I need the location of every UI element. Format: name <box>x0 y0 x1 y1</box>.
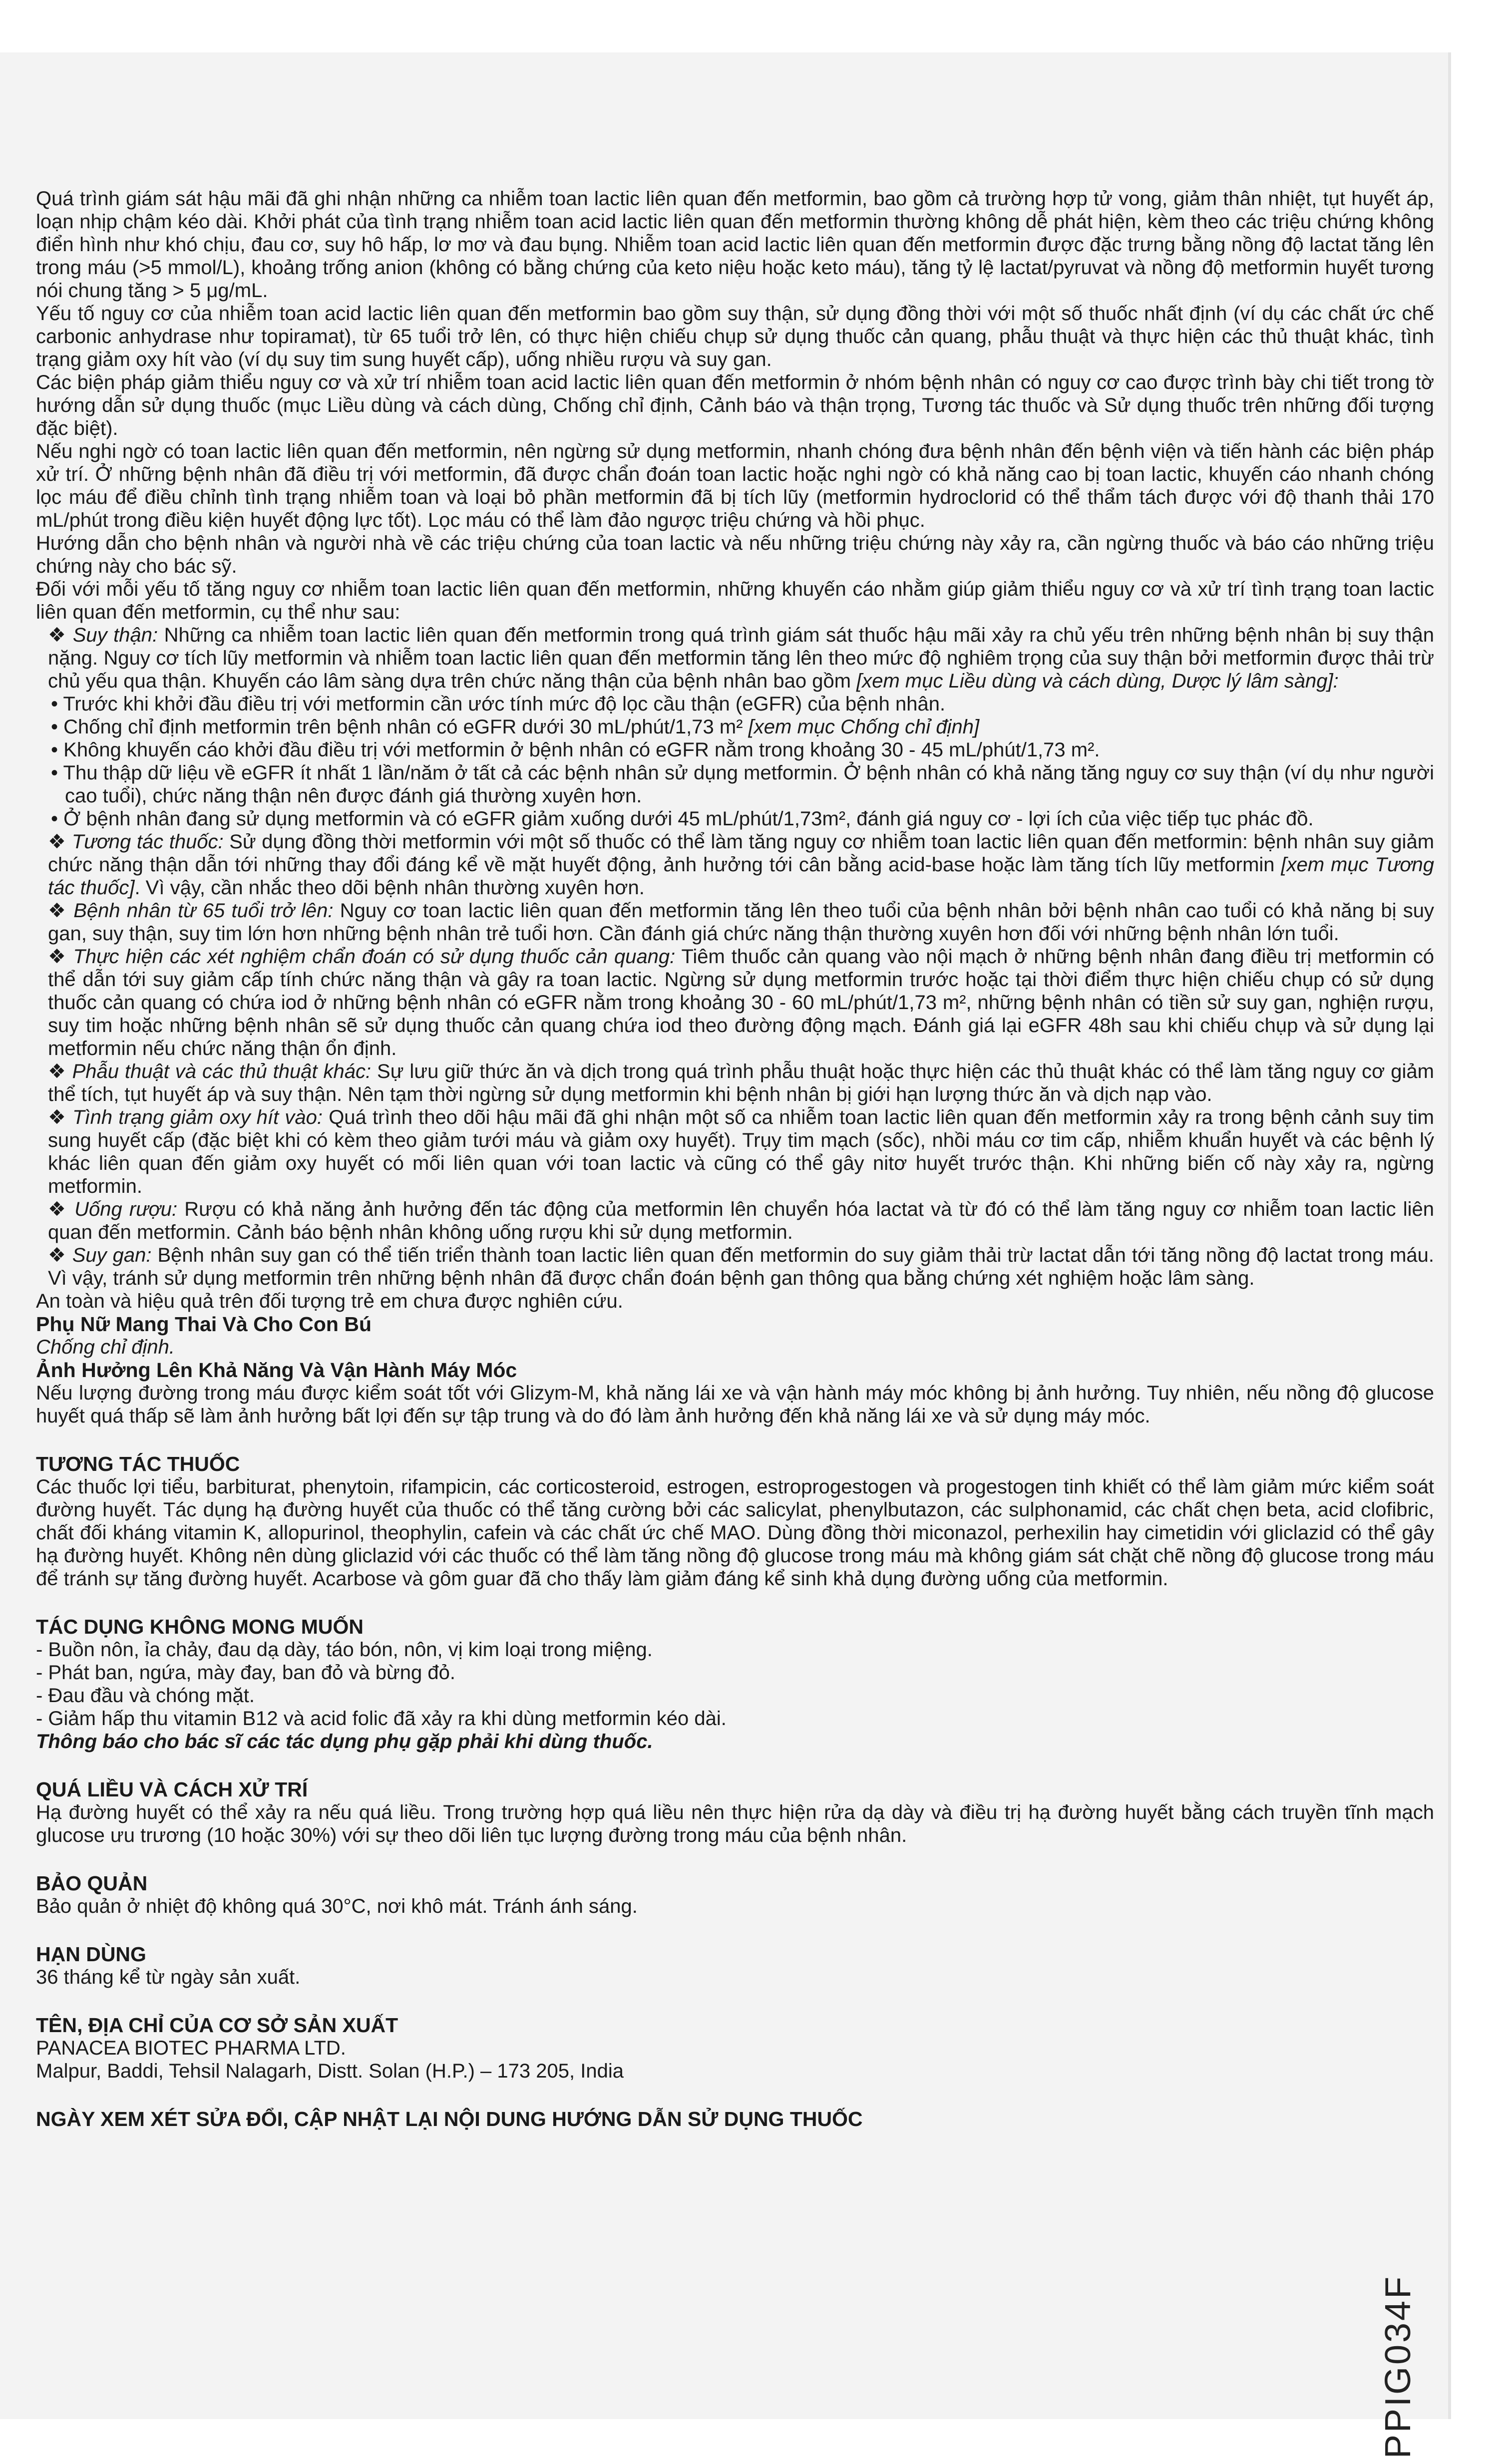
hypoxia-risk-item: ❖ Tình trạng giảm oxy hít vào: Quá trình theo dõi hậu mãi đã ghi nhận một số ca nhiễm toan lactic liên quan đến metformin xảy ra trong bệnh cảnh suy tim sung huyết cấp (đặc biệt khi có kèm theo giảm tưới máu và giảm oxy huyết). Trụy tim mạch (sốc), nhồi máu cơ tim cấp, nhiễm khuẩn huyết và các bệnh lý khác liên quan đến giảm oxy huyết có mối liên quan với toan lactic và cũng có thể gây nitơ huyết trước thận. Khi những biến cố này xảy ra, ngừng metformin. <box>48 1106 1435 1197</box>
side-effect-item: - Buồn nôn, ỉa chảy, đau dạ dày, táo bón, nôn, vị kim loại trong miệng. <box>36 1639 653 1661</box>
alcohol-risk-item: ❖ Uống rượu: Rượu có khả năng ảnh hưởng đến tác động của metformin lên chuyển hóa lactat và từ đó có thể làm tăng nguy cơ nhiễm toan lactic liên quan đến metformin. Cảnh báo bệnh nhân không uống rượu khi sử dụng metformin. <box>48 1198 1435 1243</box>
side-effects-heading: TÁC DỤNG KHÔNG MONG MUỐN <box>36 1615 364 1638</box>
dot-bullet-icon: • <box>51 808 58 830</box>
document-code: PPIG034F <box>1378 2274 1418 2459</box>
drug-interactions-text: Các thuốc lợi tiểu, barbiturat, phenytoin, rifampicin, các corticosteroid, estrogen, estroprogestogen và progestogen tinh khiết có thể làm giảm mức kiểm soát đường huyết. Tác dụng hạ đường huyết của thuốc có thể tăng cường bởi các salicylat, phenylbutazon, các sulphonamid, các chất chẹn beta, acid clofibric, chất đối kháng vitamin K, allopurinol, theophylin, cafein và các chất ức chế MAO. Dùng đồng thời miconazol, perhexilin hay cimetidin với gliclazid có thể gây hạ đường huyết. Không nên dùng gliclazid với các thuốc có thể làm tăng nồng độ glucose trong máu mà không giám sát chặt chẽ nồng độ glucose trong máu để tránh sự tăng đường huyết. Acarbose và gôm guar đã cho thấy làm giảm đáng kể sinh khả dụng đường uống của metformin. <box>36 1476 1434 1590</box>
lactic-acidosis-paragraph-4: Nếu nghi ngờ có toan lactic liên quan đến metformin, nên ngừng sử dụng metformin, nhanh chóng đưa bệnh nhân đến bệnh viện và tiến hành các biện pháp xử trí. Ở những bệnh nhân đã điều trị với metformin, đã được chẩn đoán toan lactic hoặc nghi ngờ có khả năng cao bị toan lactic, khuyến cáo nhanh chóng lọc máu để điều chỉnh tình trạng nhiễm toan và loại bỏ phần metformin đã bị tích lũy (metformin hydroclorid có thể thẩm tách được với độ thanh thải 170 mL/phút trong điều kiện huyết động lực tốt). Lọc máu có thể làm đảo ngược triệu chứng và hồi phục. <box>36 440 1434 531</box>
pregnancy-text: Chống chỉ định. <box>36 1336 175 1358</box>
surgery-risk-item: ❖ Phẫu thuật và các thủ thuật khác: Sự lưu giữ thức ăn và dịch trong quá trình phẫu thuật hoặc thực hiện các thủ thuật khác có thể làm tăng nguy cơ giảm thể tích, tụt huyết áp và suy thận. Nên tạm thời ngừng sử dụng metformin khi bệnh nhân bị giới hạn lượng thức ăn và dịch nạp vào. <box>48 1060 1434 1105</box>
manufacturer-address: Malpur, Baddi, Tehsil Nalagarh, Distt. Solan (H.P.) – 173 205, India <box>36 2060 624 2082</box>
dot-bullet-icon: • <box>51 693 58 715</box>
shelf-life-heading: HẠN DÙNG <box>36 1943 146 1966</box>
storage-heading: BẢO QUẢN <box>36 1872 148 1895</box>
dot-bullet-icon: • <box>51 762 58 784</box>
dot-bullet-icon: • <box>51 739 58 761</box>
lactic-acidosis-paragraph-3: Các biện pháp giảm thiểu nguy cơ và xử trí nhiễm toan acid lactic liên quan đến metformin ở nhóm bệnh nhân có nguy cơ cao được trình bày chi tiết trong tờ hướng dẫn sử dụng thuốc (mục Liều dùng và cách dùng, Chống chỉ định, Cảnh báo và thận trọng, Tương tác thuốc và Sử dụng thuốc trên những đối tượng đặc biệt). <box>36 371 1434 439</box>
driving-text: Nếu lượng đường trong máu được kiểm soát tốt với Glizym-M, khả năng lái xe và vận hành máy móc không bị ảnh hưởng. Tuy nhiên, nếu nồng độ glucose huyết quá thấp sẽ làm ảnh hưởng bất lợi đến sự tập trung và do đó làm ảnh hưởng đến khả năng lái xe và sử dụng máy móc. <box>36 1382 1434 1427</box>
storage-text: Bảo quản ở nhiệt độ không quá 30°C, nơi khô mát. Tránh ánh sáng. <box>36 1895 638 1917</box>
pediatric-note: An toàn và hiệu quả trên đối tượng trẻ em chưa được nghiên cứu. <box>36 1290 623 1312</box>
lactic-acidosis-paragraph-2: Yếu tố nguy cơ của nhiễm toan acid lactic liên quan đến metformin bao gồm suy thận, sử dụng đồng thời với một số thuốc nhất định (ví dụ các chất ức chế carbonic anhydrase như topiramat), từ 65 tuổi trở lên, có thực hiện chiếu chụp sử dụng thuốc cản quang, phẫu thuật và thực hiện các thủ thuật khác, tình trạng giảm oxy hít vào (ví dụ suy tim sung huyết cấp), uống nhiều rượu và suy gan. <box>36 303 1434 370</box>
side-effect-item: - Giảm hấp thu vitamin B12 và acid folic đã xảy ra khi dùng metformin kéo dài. <box>36 1708 727 1730</box>
renal-risk-item <box>36 624 1434 693</box>
elderly-risk-item: ❖ Bệnh nhân từ 65 tuổi trở lên: Nguy cơ toan lactic liên quan đến metformin tăng lên theo tuổi của bệnh nhân bởi bệnh nhân cao tuổi có khả năng bị suy gan, suy thận, suy tim lớn hơn những bệnh nhân trẻ tuổi hơn. Cần đánh giá chức năng thận thường xuyên hơn đối với những bệnh nhân lớn tuổi. <box>48 900 1435 945</box>
side-effects-note: Thông báo cho bác sĩ các tác dụng phụ gặp phải khi dùng thuốc. <box>36 1731 653 1753</box>
overdose-heading: QUÁ LIỀU VÀ CÁCH XỬ TRÍ <box>36 1778 308 1801</box>
diamond-bullet-icon: ❖ <box>48 624 67 646</box>
lactic-acidosis-paragraph-5: Hướng dẫn cho bệnh nhân và người nhà về các triệu chứng của toan lactic và nếu những triệu chứng này xảy ra, cần ngừng thuốc và báo cáo những triệu chứng này cho bác sỹ. <box>36 532 1434 577</box>
manufacturer-heading: TÊN, ĐỊA CHỈ CỦA CƠ SỞ SẢN XUẤT <box>36 2014 398 2037</box>
revision-heading: NGÀY XEM XÉT SỬA ĐỔI, CẬP NHẬT LẠI NỘI DUNG HƯỚNG DẪN SỬ DỤNG THUỐC <box>36 2108 863 2130</box>
drug-interactions-heading: TƯƠNG TÁC THUỐC <box>36 1452 240 1475</box>
diamond-bullet-icon: ❖ <box>48 900 67 922</box>
renal-title: Suy thận: <box>72 624 158 646</box>
drug-interaction-risk-item: ❖ Tương tác thuốc: Sử dụng đồng thời metformin với một số thuốc có thể làm tăng nguy cơ nhiễm toan lactic liên quan đến metformin: bệnh nhân suy giảm chức năng thận dẫn tới những thay đổi đáng kể về mặt huyết động, ảnh hưởng tới cân bằng acid-base hoặc làm tăng tích lũy metformin [xem mục Tương tác thuốc]. Vì vậy, cần nhắc theo dõi bệnh nhân thường xuyên hơn. <box>48 831 1435 899</box>
lactic-acidosis-paragraph-1: Quá trình giám sát hậu mãi đã ghi nhận những ca nhiễm toan lactic liên quan đến metformin, bao gồm cả trường hợp tử vong, giảm thân nhiệt, tụt huyết áp, loạn nhịp chậm kéo dài. Khởi phát của tình trạng nhiễm toan acid lactic liên quan đến metformin thường không dễ phát hiện, kèm theo các triệu chứng không điển hình như khó chịu, đau cơ, suy hô hấp, lơ mơ và đau bụng. Nhiễm toan acid lactic liên quan đến metformin được đặc trưng bằng nồng độ lactat tăng lên trong máu (>5 mmol/L), khoảng trống anion (không có bằng chứng của keto niệu hoặc keto máu), tăng tỷ lệ lactat/pyruvat và nồng độ metformin huyết tương nói chung tăng > 5 μg/mL. <box>36 188 1434 302</box>
document-code-box <box>1371 2269 1426 2464</box>
renal-bullet-1: • Trước khi khởi đầu điều trị với metformin cần ước tính mức độ lọc cầu thận (eGFR) của bệnh nhân. <box>51 693 946 715</box>
diamond-bullet-icon: ❖ <box>48 831 66 853</box>
side-effect-item: - Đau đầu và chóng mặt. <box>36 1685 255 1707</box>
renal-text: Những ca nhiễm toan lactic liên quan đến metformin trong quá trình giám sát thuốc hậu mãi xảy ra chủ yếu trên những bệnh nhân bị suy thận nặng. Nguy cơ tích lũy metformin và nhiễm toan lactic liên quan đến metformin tăng lên theo mức độ nghiêm trọng của suy thận bởi metformin được thải trừ chủ yếu qua thận. Khuyến cáo lâm sàng dựa trên chức năng thận của bệnh nhân bao gồm <box>48 624 1434 692</box>
manufacturer-name: PANACEA BIOTEC PHARMA LTD. <box>36 2037 346 2059</box>
diamond-bullet-icon: ❖ <box>48 1106 66 1128</box>
renal-bullet-2: • Chống chỉ định metformin trên bệnh nhân có eGFR dưới 30 mL/phút/1,73 m² [xem mục Chống chỉ định] <box>51 716 980 738</box>
shelf-life-text: 36 tháng kể từ ngày sản xuất. <box>36 1966 301 1988</box>
renal-bullet-3: • Không khuyến cáo khởi đầu điều trị với metformin ở bệnh nhân có eGFR nằm trong khoảng 30 - 45 mL/phút/1,73 m². <box>51 739 1100 761</box>
side-effect-item: - Phát ban, ngứa, mày đay, ban đỏ và bừng đỏ. <box>36 1662 456 1684</box>
leaflet-page <box>0 52 1451 2459</box>
diamond-bullet-icon: ❖ <box>48 946 67 968</box>
contrast-risk-item: ❖ Thực hiện các xét nghiệm chẩn đoán có sử dụng thuốc cản quang: Tiêm thuốc cản quang vào nội mạch ở những bệnh nhân đang điều trị metformin có thể dẫn tới suy giảm cấp tính chức năng thận và gây ra toan lactic. Ngừng sử dụng metformin trước hoặc tại thời điểm thực hiện chiếu chụp có sử dụng thuốc cản quang có chứa iod ở những bệnh nhân có eGFR nằm trong khoảng 30 - 60 mL/phút/1,73 m², những bệnh nhân có tiền sử suy gan, nghiện rượu, suy tim hoặc những bệnh nhân sẽ sử dụng thuốc cản quang chứa iod theo đường động mạch. Đánh giá lại eGFR 48h sau khi chiếu chụp và sử dụng lại metformin nếu chức năng thận ổn định. <box>48 946 1434 1059</box>
renal-bullet-4: • Thu thập dữ liệu về eGFR ít nhất 1 lần/năm ở tất cả các bệnh nhân sử dụng metformin. Ở bệnh nhân có khả năng tăng nguy cơ suy thận (ví dụ như người cao tuổi), chức năng thận nên được đánh giá thường xuyên hơn. <box>51 762 1435 807</box>
diamond-bullet-icon: ❖ <box>48 1244 66 1266</box>
overdose-text: Hạ đường huyết có thể xảy ra nếu quá liều. Trong trường hợp quá liều nên thực hiện rửa dạ dày và điều trị hạ đường huyết bằng cách truyền tĩnh mạch glucose ưu trương (10 hoặc 30%) với sự theo dõi liên tục lượng đường trong máu của bệnh nhân. <box>36 1801 1434 1846</box>
renal-bullet-5: • Ở bệnh nhân đang sử dụng metformin và có eGFR giảm xuống dưới 45 mL/phút/1,73m², đánh giá nguy cơ - lợi ích của việc tiếp tục phác đồ. <box>51 808 1314 830</box>
dot-bullet-icon: • <box>51 716 58 738</box>
pregnancy-heading: Phụ Nữ Mang Thai Và Cho Con Bú <box>36 1313 372 1336</box>
diamond-bullet-icon: ❖ <box>48 1198 67 1220</box>
renal-ref: [xem mục Liều dùng và cách dùng, Dược lý lâm sàng]: <box>856 670 1339 692</box>
lactic-acidosis-paragraph-6: Đối với mỗi yếu tố tăng nguy cơ nhiễm toan lactic liên quan đến metformin, những khuyến cáo nhằm giúp giảm thiểu nguy cơ và xử trí tình trạng toan lactic liên quan đến metformin, cụ thể như sau: <box>36 578 1434 623</box>
leaflet-text <box>36 187 1434 2130</box>
driving-heading: Ảnh Hưởng Lên Khả Năng Và Vận Hành Máy Móc <box>36 1359 517 1382</box>
liver-risk-item: ❖ Suy gan: Bệnh nhân suy gan có thể tiến triển thành toan lactic liên quan đến metformin do suy giảm thải trừ lactat dẫn tới tăng nồng độ lactat trong máu. Vì vậy, tránh sử dụng metformin trên những bệnh nhân đã được chẩn đoán bệnh gan thông qua bằng chứng xét nghiệm hoặc lâm sàng. <box>48 1244 1435 1289</box>
diamond-bullet-icon: ❖ <box>48 1060 66 1082</box>
